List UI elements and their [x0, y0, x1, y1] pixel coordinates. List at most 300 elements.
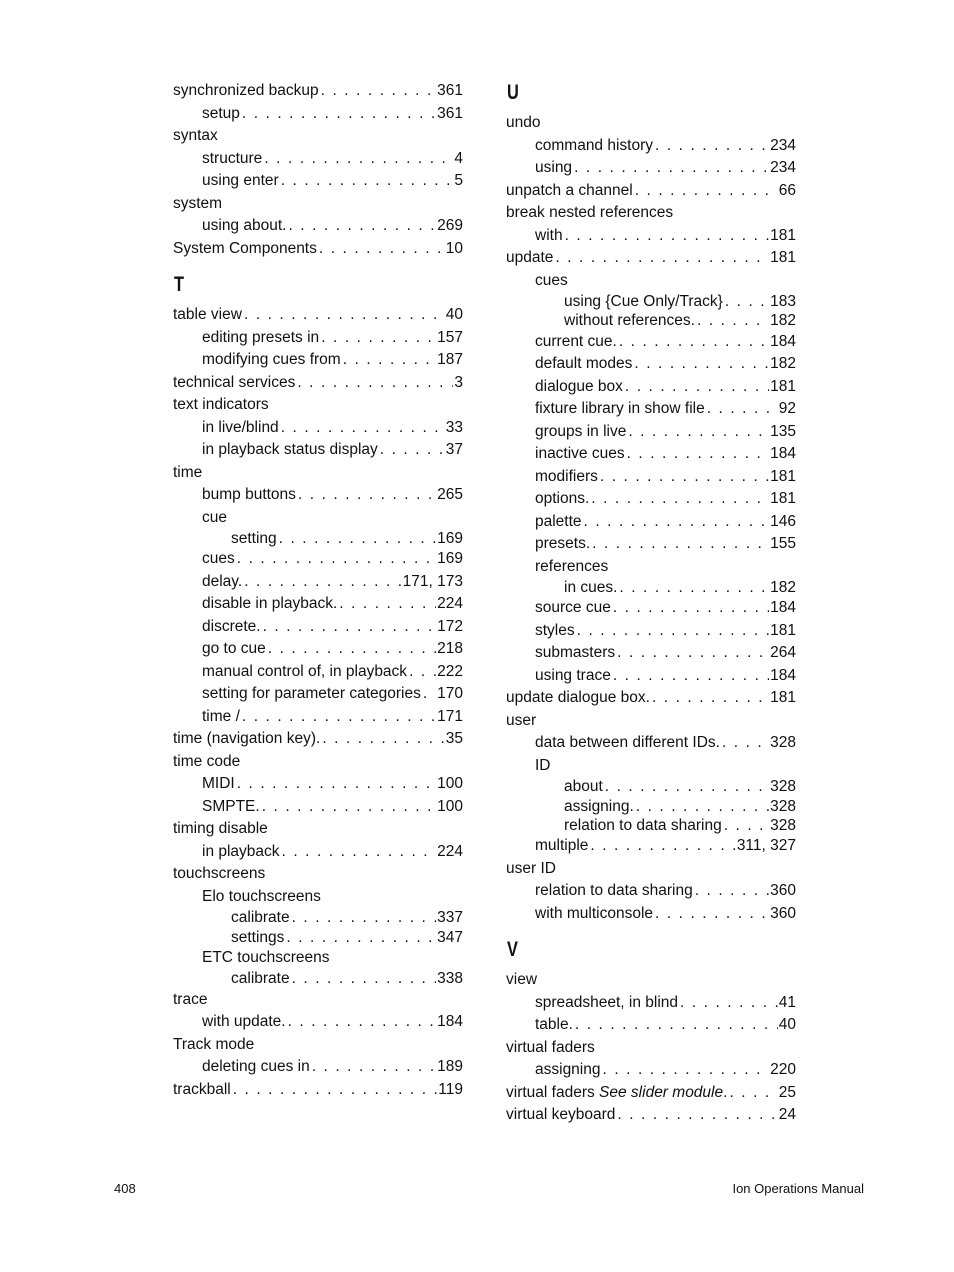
index-term: Track mode: [173, 1035, 255, 1053]
dot-leader: [233, 1079, 438, 1102]
index-term: editing presets in: [202, 328, 320, 346]
index-term: using about.: [202, 217, 287, 234]
index-term: groups in live: [535, 422, 627, 440]
index-entry-calibrate: [173, 908, 463, 927]
dot-leader: [590, 835, 735, 858]
dot-leader: [339, 593, 436, 616]
index-entry-current-cue: [506, 331, 796, 354]
dot-leader: [268, 638, 436, 661]
dot-leader: [695, 880, 769, 903]
index-term: syntax: [173, 127, 218, 144]
page-reference: 155: [770, 535, 796, 553]
page-reference: 184: [770, 666, 796, 684]
index-term: user: [506, 711, 537, 729]
page-reference: 328: [770, 778, 796, 796]
dot-leader: [591, 488, 769, 511]
dot-leader: [575, 1014, 778, 1037]
dot-leader: [619, 578, 769, 597]
index-entry-delay: [173, 571, 463, 594]
index-entry-modifying-cues-from: [173, 349, 463, 372]
page-reference: 224: [437, 842, 463, 860]
index-entry-setting: [173, 529, 463, 548]
page-reference: 184: [770, 599, 796, 617]
index-term: go to cue: [202, 640, 266, 658]
index-entry-structure: [173, 148, 463, 171]
index-term: spreadsheet, in blind: [535, 993, 679, 1011]
index-entry-disable-in-playback: [173, 593, 463, 616]
index-entry-syntax: [173, 125, 463, 148]
dot-leader: [697, 311, 769, 330]
page-reference: 361: [437, 104, 463, 122]
index-term: SMPTE.: [202, 797, 260, 815]
index-entry-styles: [506, 620, 796, 643]
index-entry-default-modes: [506, 353, 796, 376]
page-reference: 181: [770, 467, 796, 485]
index-entry-time-code: [173, 751, 463, 774]
page-reference: 182: [770, 355, 796, 373]
index-term: assigning: [535, 1061, 601, 1079]
index-term: virtual keyboard: [506, 1106, 616, 1124]
index-term: update: [506, 249, 554, 266]
index-entry-references: [506, 556, 796, 579]
index-term: virtual faders: [506, 1038, 595, 1056]
index-entry-user: [506, 710, 796, 733]
index-term: relation to data sharing: [535, 882, 693, 900]
index-entry-table: [506, 1014, 796, 1037]
index-entry-undo: [506, 112, 796, 135]
page-reference: 172: [437, 617, 463, 635]
page-reference: 40: [778, 1016, 796, 1034]
index-entry-using-about: [173, 215, 463, 238]
page-reference: 5: [454, 172, 463, 189]
dot-leader: [279, 529, 436, 548]
index-term: manual control of, in playback: [202, 662, 408, 680]
index-term: text indicators: [173, 396, 269, 413]
page-reference: 66: [778, 181, 796, 199]
index-entry-groups-in-live: [506, 421, 796, 444]
index-entry-submasters: [506, 642, 796, 665]
index-term: inactive cues: [535, 445, 625, 463]
index-term: bump buttons: [202, 486, 296, 503]
dot-leader: [319, 238, 445, 261]
index-entry-command-history: [506, 135, 796, 158]
index-term: break nested references: [506, 204, 674, 221]
index-term: styles: [535, 621, 575, 639]
dot-leader: [288, 1011, 437, 1034]
page-reference: 100: [437, 775, 463, 793]
dot-leader: [625, 376, 769, 399]
dot-leader: [244, 304, 445, 327]
index-entry-spreadsheet-in-blind: [506, 992, 796, 1015]
index-term: touchscreens: [173, 865, 266, 883]
index-entry-calibrate: [173, 969, 463, 988]
index-entry-bump-buttons: [173, 484, 463, 507]
dot-leader: [574, 157, 769, 180]
page-reference: 3: [454, 373, 463, 391]
index-term: dialogue box: [535, 377, 623, 395]
page-reference: 181: [770, 377, 796, 395]
index-entry-etc-touchscreens: [173, 947, 463, 970]
index-entry-virtual-faders-see-slider-module: [506, 1082, 796, 1105]
index-entry-presets: [506, 533, 796, 556]
page-reference: 37: [445, 441, 463, 458]
index-entry-setup: [173, 103, 463, 126]
index-entry-table-view: [173, 304, 463, 327]
page-reference: 40: [445, 306, 463, 323]
index-term: with multiconsole: [535, 904, 654, 922]
index-term: table view: [173, 306, 242, 323]
index-term: time (navigation key).: [173, 730, 321, 748]
index-entry-assigning: [506, 797, 796, 816]
index-term: with: [535, 226, 563, 244]
index-term: palette: [535, 512, 582, 530]
dot-leader: [343, 349, 436, 372]
dot-leader: [288, 215, 436, 238]
index-entry-update: [506, 247, 796, 270]
page-reference: 269: [437, 217, 463, 234]
dot-leader: [237, 548, 436, 571]
page-reference: 33: [445, 418, 463, 436]
index-term: virtual faders See slider module.: [506, 1083, 728, 1101]
dot-leader: [321, 80, 437, 103]
dot-leader: [636, 797, 769, 816]
index-entry-in-playback: [173, 841, 463, 864]
page-reference: 222: [437, 662, 463, 680]
index-term: ID: [535, 756, 551, 774]
index-entry-break-nested-references: [506, 202, 796, 225]
index-entry-technical-services: [173, 372, 463, 395]
index-term: setting for parameter categories: [202, 685, 421, 703]
page-reference: 189: [437, 1058, 463, 1076]
page-reference: 328: [770, 734, 796, 752]
page-reference: 264: [770, 644, 796, 662]
page-reference: 360: [770, 882, 796, 900]
page-reference: 171, 173: [402, 572, 463, 590]
index-term: timing disable: [173, 820, 268, 838]
index-entry-modifiers: [506, 466, 796, 489]
dot-leader: [729, 1082, 777, 1105]
index-entry-manual-control-of-in-playback: [173, 661, 463, 684]
page-reference: 234: [770, 159, 796, 176]
index-term: user ID: [506, 859, 556, 877]
index-entry-system-components: [173, 238, 463, 261]
section-letter-u: U: [507, 81, 519, 104]
page-reference: 184: [437, 1013, 463, 1031]
index-entry-text-indicators: [173, 394, 463, 417]
section-letter-t: T: [174, 273, 185, 296]
index-entry-timing-disable: [173, 818, 463, 841]
index-term: references: [535, 557, 609, 575]
index-term: unpatch a channel: [506, 181, 633, 199]
dot-leader: [655, 135, 769, 158]
index-term: in live/blind: [202, 418, 279, 436]
index-term: view: [506, 971, 538, 989]
index-entry-about: [506, 777, 796, 796]
page-reference: 35: [445, 730, 463, 748]
index-entry-cues: [506, 270, 796, 293]
index-term: relation to data sharing: [564, 816, 722, 834]
dot-leader: [321, 327, 436, 350]
page-reference: 171: [437, 707, 463, 725]
index-term: modifying cues from: [202, 351, 341, 368]
index-term: using enter: [202, 172, 279, 189]
dot-leader: [617, 642, 769, 665]
page-reference: 220: [770, 1061, 796, 1079]
dot-leader: [555, 247, 769, 270]
dot-leader: [627, 443, 770, 466]
index-entry-data-between-different-ids: [506, 732, 796, 755]
index-entry-source-cue: [506, 597, 796, 620]
page-reference: 182: [770, 579, 796, 597]
index-term: using trace: [535, 666, 611, 684]
page-reference: 181: [770, 226, 796, 244]
page-reference: 146: [770, 512, 796, 530]
dot-leader: [628, 421, 769, 444]
index-term: default modes: [535, 355, 633, 373]
index-entry-in-playback-status-display: [173, 439, 463, 462]
dot-leader: [584, 511, 770, 534]
index-term: command history: [535, 136, 654, 154]
index-term: using: [535, 159, 573, 176]
footer-page-number: 408: [114, 1181, 136, 1196]
dot-leader: [725, 292, 769, 311]
index-entry-cue: [173, 507, 463, 530]
index-term: presets.: [535, 535, 591, 553]
index-term: in playback status display: [202, 441, 378, 458]
index-entry-smpte: [173, 796, 463, 819]
index-term: time: [173, 463, 203, 481]
index-term: MIDI: [202, 775, 235, 793]
index-term: assigning.: [564, 797, 634, 815]
dot-leader: [264, 148, 453, 171]
index-term: data between different IDs.: [535, 734, 720, 752]
dot-leader: [292, 908, 437, 927]
page-reference: 328: [770, 816, 796, 834]
dot-leader: [603, 1059, 770, 1082]
index-term: multiple: [535, 837, 589, 855]
index-column-left: [173, 80, 463, 1101]
index-entry-options: [506, 488, 796, 511]
index-entry-in-live-blind: [173, 417, 463, 440]
index-entry-setting-for-parameter-categories: [173, 683, 463, 706]
index-term: with update.: [202, 1013, 286, 1031]
index-term: source cue: [535, 599, 611, 617]
page-reference: 157: [437, 328, 463, 346]
index-term: calibrate: [231, 909, 290, 927]
dot-leader: [244, 571, 401, 594]
dot-leader: [409, 661, 436, 684]
page-reference: 119: [438, 1080, 463, 1098]
page-reference: 41: [778, 993, 796, 1011]
index-entry-assigning: [506, 1059, 796, 1082]
index-entry-virtual-faders: [506, 1037, 796, 1060]
index-entry-touchscreens: [173, 863, 463, 886]
index-term: technical services: [173, 373, 296, 391]
index-term: settings: [231, 928, 285, 946]
page-reference: 224: [437, 595, 463, 613]
index-entry-editing-presets-in: [173, 327, 463, 350]
index-term: without references.: [564, 312, 695, 330]
page-reference: 338: [437, 970, 463, 988]
index-term: time code: [173, 752, 241, 770]
dot-leader: [619, 331, 769, 354]
index-term: using {Cue Only/Track}: [564, 293, 723, 310]
index-entry-relation-to-data-sharing: [506, 816, 796, 835]
dot-leader: [281, 170, 454, 193]
dot-leader: [613, 665, 769, 688]
page-reference: 184: [770, 445, 796, 463]
index-entry-virtual-keyboard: [506, 1104, 796, 1127]
page-reference: 183: [770, 293, 796, 310]
index-term: System Components: [173, 239, 317, 257]
dot-leader: [613, 597, 769, 620]
index-term: setup: [202, 104, 240, 122]
index-term: undo: [506, 114, 541, 131]
dot-leader: [263, 616, 437, 639]
index-entry-user-id: [506, 858, 796, 881]
index-entry-using-trace: [506, 665, 796, 688]
index-entry-system: [173, 193, 463, 216]
dot-leader: [312, 1056, 436, 1079]
dot-leader: [242, 706, 436, 729]
dot-leader: [634, 353, 769, 376]
dot-leader: [680, 992, 778, 1015]
page-reference: 182: [770, 312, 796, 330]
index-entry-palette: [506, 511, 796, 534]
dot-leader: [655, 903, 769, 926]
page-reference: 169: [437, 550, 463, 568]
index-term: update dialogue box.: [506, 689, 650, 707]
dot-leader: [262, 796, 436, 819]
index-entry-deleting-cues-in: [173, 1056, 463, 1079]
index-term: setting: [231, 530, 277, 547]
index-entry-with-multiconsole: [506, 903, 796, 926]
index-term: fixture library in show file: [535, 400, 705, 418]
index-entry-unpatch-a-channel: [506, 180, 796, 203]
footer-manual-title: Ion Operations Manual: [732, 1181, 864, 1196]
index-term: delay.: [202, 572, 243, 590]
dot-leader: [722, 732, 769, 755]
index-entry-with-update: [173, 1011, 463, 1034]
index-entry-fixture-library-in-show-file: [506, 398, 796, 421]
index-entry-update-dialogue-box: [506, 687, 796, 710]
index-entry-time-navigation-key: [173, 728, 463, 751]
page-reference: 218: [437, 640, 463, 658]
index-term: table.: [535, 1016, 573, 1034]
index-entry-id: [506, 755, 796, 778]
dot-leader: [380, 439, 445, 462]
page-reference: 265: [437, 486, 463, 503]
page-reference: 181: [770, 689, 796, 707]
page-reference: 169: [437, 530, 463, 547]
index-entry-trace: [173, 989, 463, 1012]
index-entry-without-references: [506, 311, 796, 330]
index-term: submasters: [535, 644, 616, 662]
index-entry-using: [506, 157, 796, 180]
index-entry-time: [173, 706, 463, 729]
index-column-right: [506, 80, 796, 1127]
index-entry-time: [173, 462, 463, 485]
index-term: Elo touchscreens: [202, 887, 321, 905]
index-term: structure: [202, 149, 263, 167]
index-entry-multiple: [506, 835, 796, 858]
page-reference: 170: [437, 685, 463, 703]
index-term: in cues.: [564, 579, 618, 597]
index-term: synchronized backup: [173, 82, 319, 99]
page-reference: 181: [770, 249, 796, 266]
index-entry-synchronized-backup: [173, 80, 463, 103]
section-letter-v: V: [507, 938, 518, 962]
index-term: trace: [173, 990, 208, 1008]
dot-leader: [282, 841, 437, 864]
page-reference: 184: [770, 332, 796, 350]
index-term: disable in playback.: [202, 595, 338, 613]
index-term: modifiers: [535, 467, 598, 485]
index-entry-trackball: [173, 1079, 463, 1102]
page-reference: 347: [437, 928, 463, 946]
index-entry-cues: [173, 548, 463, 571]
index-entry-settings: [173, 928, 463, 947]
index-term: current cue.: [535, 332, 617, 350]
index-entry-using-enter: [173, 170, 463, 193]
page-reference: 24: [778, 1106, 796, 1124]
index-entry-elo-touchscreens: [173, 886, 463, 909]
page-reference: 328: [770, 797, 796, 815]
dot-leader: [617, 1104, 777, 1127]
index-entry-inactive-cues: [506, 443, 796, 466]
index-term: trackball: [173, 1080, 231, 1098]
dot-leader: [286, 928, 436, 947]
page-reference: 337: [437, 909, 463, 927]
page-reference: 25: [778, 1083, 796, 1101]
index-entry-in-cues: [506, 578, 796, 597]
dot-leader: [322, 728, 444, 751]
index-term: system: [173, 194, 223, 212]
dot-leader: [281, 417, 445, 440]
index-entry-midi: [173, 773, 463, 796]
dot-leader: [724, 816, 769, 835]
page-reference: 361: [437, 82, 463, 99]
dot-leader: [707, 398, 778, 421]
index-entry-view: [506, 969, 796, 992]
page-reference: 311, 327: [736, 837, 796, 855]
index-term: cues: [202, 550, 235, 568]
dot-leader: [565, 225, 770, 248]
page-reference: 234: [770, 136, 796, 154]
index-entry-relation-to-data-sharing: [506, 880, 796, 903]
index-term: in playback: [202, 842, 280, 860]
page-reference: 10: [445, 239, 463, 257]
dot-leader: [605, 777, 769, 796]
dot-leader: [298, 484, 436, 507]
page-reference: 100: [437, 797, 463, 815]
index-entry-track-mode: [173, 1034, 463, 1057]
dot-leader: [652, 687, 769, 710]
dot-leader: [592, 533, 769, 556]
page-reference: 360: [770, 904, 796, 922]
index-term: deleting cues in: [202, 1058, 310, 1076]
index-entry-using-cue-only-track: [506, 292, 796, 311]
index-term: cue: [202, 508, 227, 526]
dot-leader: [242, 103, 436, 126]
index-term: options.: [535, 490, 590, 508]
index-term: calibrate: [231, 970, 290, 988]
page-reference: 135: [770, 422, 796, 440]
index-term: ETC touchscreens: [202, 948, 330, 966]
index-term: time /: [202, 707, 240, 725]
page-reference: 92: [778, 400, 796, 418]
dot-leader: [577, 620, 770, 643]
